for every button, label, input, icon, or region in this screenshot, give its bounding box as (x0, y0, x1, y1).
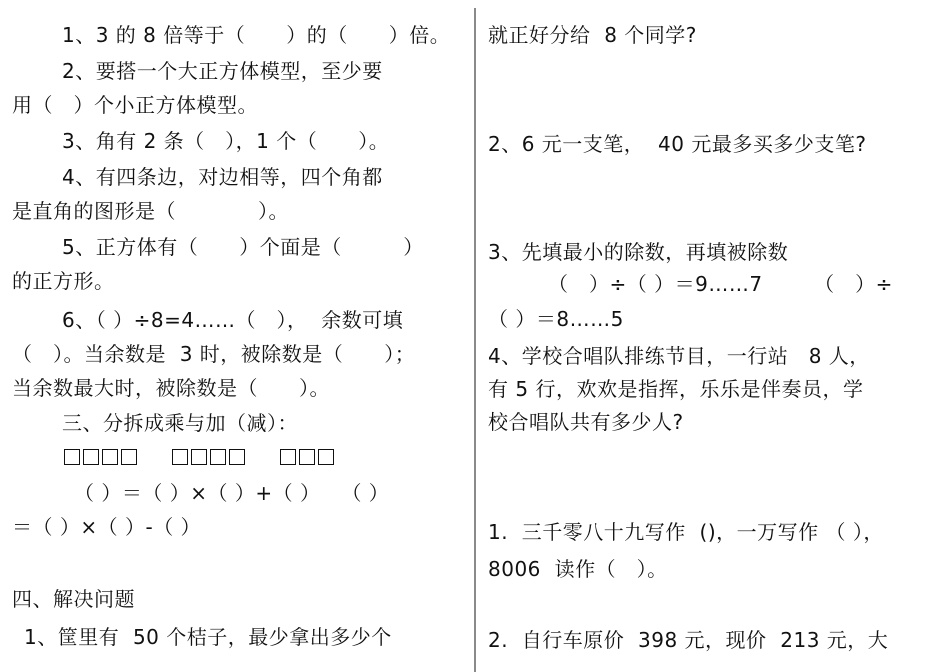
question-4-line-1: 4、有四条边，对边相等，四个角都 (62, 165, 383, 189)
question-5-line-1: 5、正方体有（ ）个面是（ ） (62, 235, 424, 259)
problem-3-line-3: （ ）＝8……5 (488, 307, 624, 331)
square-group-2 (172, 449, 248, 465)
square-group-3 (280, 449, 337, 465)
problem-4-line-3: 校合唱队共有多少人? (488, 410, 684, 434)
square-group-1 (64, 449, 140, 465)
question-2-line-2: 用（ ）个小正方体模型。 (12, 93, 258, 117)
question-2-line-1: 2、要搭一个大正方体模型，至少要 (62, 59, 383, 83)
equation-line-1: （ ）＝（ ）×（ ）+（ ） （ ） (74, 481, 390, 505)
section-4-heading: 四、解决问题 (12, 587, 135, 611)
square-icon (191, 449, 207, 465)
square-icon (121, 449, 137, 465)
square-icon (318, 449, 334, 465)
problem-2-line: 2、6 元一支笔， 40 元最多买多少支笔? (488, 132, 867, 156)
square-groups-row (64, 444, 337, 470)
square-icon (210, 449, 226, 465)
square-icon (229, 449, 245, 465)
number-question-2-line: 2. 自行车原价 398 元，现价 213 元，大 (488, 628, 889, 652)
square-icon (280, 449, 296, 465)
problem-4-line-2: 有 5 行，欢欢是指挥，乐乐是伴奏员，学 (488, 377, 864, 401)
number-question-1-line-1: 1. 三千零八十九写作 ()，一万写作 （ ）， (488, 520, 884, 544)
square-icon (299, 449, 315, 465)
problem-4-line-1: 4、学校合唱队排练节目，一行站 8 人， (488, 344, 870, 368)
question-1-line: 1、3 的 8 倍等于（ ）的（ ）倍。 (62, 23, 451, 47)
problem-3-line-2: （ ）÷（ ）＝9……7 （ ）÷ (548, 272, 893, 296)
equation-line-2: ＝（ ）×（ ）-（ ） (12, 515, 202, 539)
column-divider (474, 8, 476, 672)
square-icon (64, 449, 80, 465)
question-5-line-2: 的正方形。 (12, 269, 115, 293)
question-4-line-2: 是直角的图形是（ ）。 (12, 199, 289, 223)
question-6-line-2: （ ）。当余数是 3 时，被除数是（ ）； (12, 342, 416, 366)
number-question-1-line-2: 8006 读作（ ）。 (488, 557, 668, 581)
square-icon (172, 449, 188, 465)
question-6-line-1: 6、（ ）÷8=4……（ ）， 余数可填 (62, 308, 404, 332)
question-6-line-3: 当余数最大时，被除数是（ ）。 (12, 376, 330, 400)
problem-1-continuation: 就正好分给 8 个同学? (488, 23, 697, 47)
section-3-heading: 三、分拆成乘与加（减）： (62, 411, 298, 435)
question-3-line: 3、角有 2 条（ ），1 个（ ）。 (62, 129, 390, 153)
square-icon (102, 449, 118, 465)
problem-3-line-1: 3、先填最小的除数，再填被除数 (488, 240, 789, 264)
problem-1-line: 1、筐里有 50 个桔子，最少拿出多少个 (24, 625, 392, 649)
square-icon (83, 449, 99, 465)
